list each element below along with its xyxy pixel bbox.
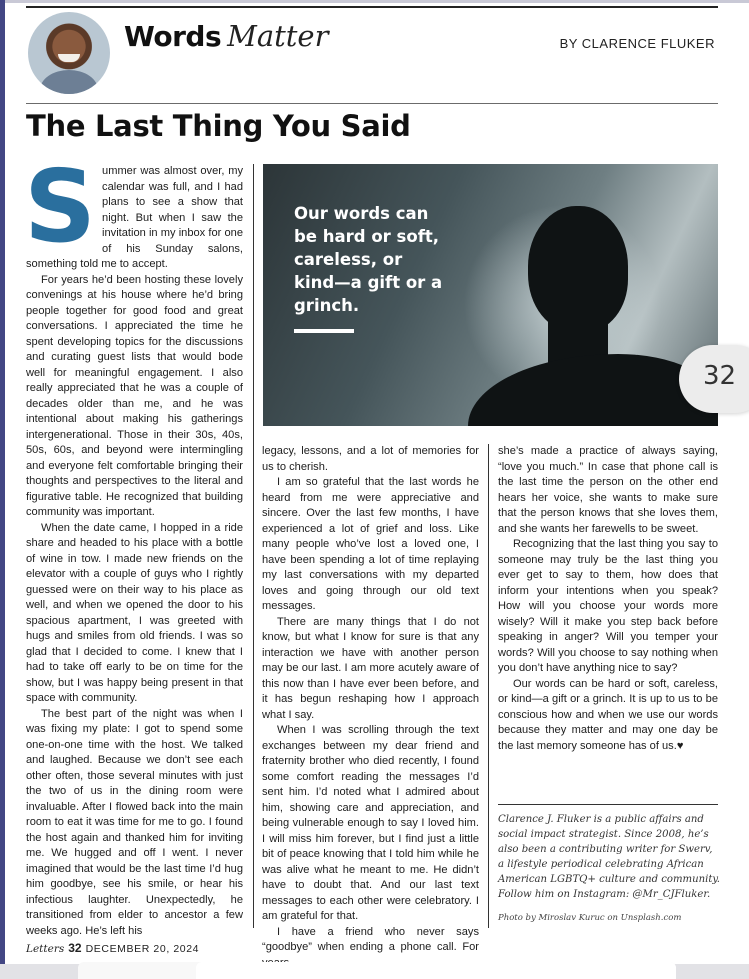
footer-page-number: 32 [68,941,82,955]
footer-publication: Letters [26,943,65,955]
column-divider-2 [488,444,489,928]
paragraph: she’s made a practice of always saying, “love you much.” In case that phone call is the last time the person on the other end hears her voice, she wants to make sure that the person knows that she loves them, and she wants her farewells to be sweet. [498,445,718,535]
article-column-3 [498,444,718,754]
article-photo [263,164,718,426]
paragraph: When I was scrolling through the text exchanges between my dear friend and fraternity brother who died recently, I found some comfort reading the messages I’d sent him. I’d noted what I admired about him, showing care and appreciation, and being vulnerable enough to say I loved him. I will miss him forever, but I find just a little bit of peace knowing that I told him while he was alive what he meant to me. He didn’t have to doubt that. And our last text messages to each other were celebratory. I am grateful for that. [262,724,479,922]
header-rule [26,103,718,104]
byline: BY CLARENCE FLUKER [559,36,715,51]
paragraph: I have a friend who never says “goodbye” when ending a phone call. For [262,925,479,953]
page-number-badge [679,345,749,413]
article-column-1 [24,148,243,939]
pull-quote-bar [294,329,354,333]
page-number-badge-text: 32 [703,361,737,391]
viewer-bottom-panel[interactable] [196,962,676,979]
drop-cap: S [24,148,97,265]
frame-top [0,0,749,3]
column-logo [124,19,328,55]
footer-date: DECEMBER 20, 2024 [85,943,200,955]
paragraph: For years he’d been hosting these lovely convenings at his house where he’d bring people together for good food and great conversations. I appreciated the time he spent developing topics for the discussions and curating guest lists that would bode well for meaningful engagement. I also really appreciated that he was a couple of decades older than me, and he was intentional about making his gatherings intergenerational. Those in their 30s, 40s, 50s, 60s, and beyond were intermingling and everyone felt comfortable bringing their thoughts and perspectives to the literal and figurative table. He recognized that building community was important. [26,273,243,518]
paragraph: legacy, lessons, and a lot of memories for us to cherish. [262,445,479,473]
avatar-smile [58,54,80,62]
paragraph: There are many things that I do not know, but what I know for sure is that any interaction we have with another person may be our last. I am more acutely aware of this now than I have ever been before, and it has begun reshaping how I approach what I say. [262,615,479,721]
article-column-2 [262,444,479,971]
paragraph: Our words can be hard or soft, careless, or kind—a gift or a grinch. It is up to us to be conscious how and when we use our words because they matter and may one day be the last memory someone has of us.♥ [498,677,718,752]
logo-word-words: Words [124,20,222,53]
paragraph: The best part of the night was when I was fixing my plate: I got to spend some one-on-one time with the host. We talked and laughed. Because we don’t see each other often, those several minutes with just the two of us in the dining room were invaluable. After I flowed back into the main room to eat it was time for me to go. I found the host again and thanked him for inviting me. We hugged and off I went. I never imagined that would be the last time I’d hug him goodbye, see his smile, or hear his infectious laughter. Unexpectedly, he transitioned from elder to ancestor a few weeks ago. He’s left his [26,707,243,937]
bio-rule [498,804,718,805]
author-bio: Clarence J. Fluker is a public affairs and social impact strategist. Since 2008, he’s also been a contributing writer for Swerv, a lifestyle periodical celebrating African American LGBTQ+ culture and community. Follow him on Instagram: @Mr_CJFluker. [498,814,720,900]
paragraph: Recognizing that the last thing you say to someone may truly be the last thing you ever get to say to them, how does that inform your intentions when you speak? How will you choose your words more wisely? Will it make you step back before speaking in anger? Will you temper your words? Will you choose to say nothing when you don’t have anything nice to say? [498,538,718,674]
logo-word-matter: Matter [227,19,329,53]
photo-credit: Photo by Miroslav Kuruc on Unsplash.com [498,913,682,923]
page-footer [26,941,199,955]
avatar-shirt [40,70,98,94]
article-title: The Last Thing You Said [26,109,411,143]
frame-left-edge [0,0,5,979]
paragraph: ummer was almost over, my calendar was full, and I had plans to see a show that night. But when I saw the invitation in my inbox for one of his Sunday salons, something told me to accept. [26,165,243,270]
paragraph: I am so grateful that the last words he heard from me were appreciative and sincere. Over the last few months, I have experienced a lot of grief and loss. Like many people who’ve lost a loved one, I have been spending a lot of time replaying my last conversations with my departed loves and going through our old text messages. [262,476,479,612]
paragraph: When the date came, I hopped in a ride share and headed to his place with a bottle of wine in tow. I made new friends on the elevator with a couple of guys who I rightly guessed were on their way to his place as well, and when we opened the door to his spacious apartment, I was greeted with hugs and smiles from old friends. I was so glad that I decided to come. I knew that I had to take off early to be on time for the show, but I was happy being present in that space with community. [26,521,243,704]
pull-quote: Our words can be hard or soft, careless, or kind—a gift or a grinch. [294,204,443,315]
author-avatar [28,12,110,94]
column-divider-1 [253,164,254,928]
top-rule [26,6,718,8]
